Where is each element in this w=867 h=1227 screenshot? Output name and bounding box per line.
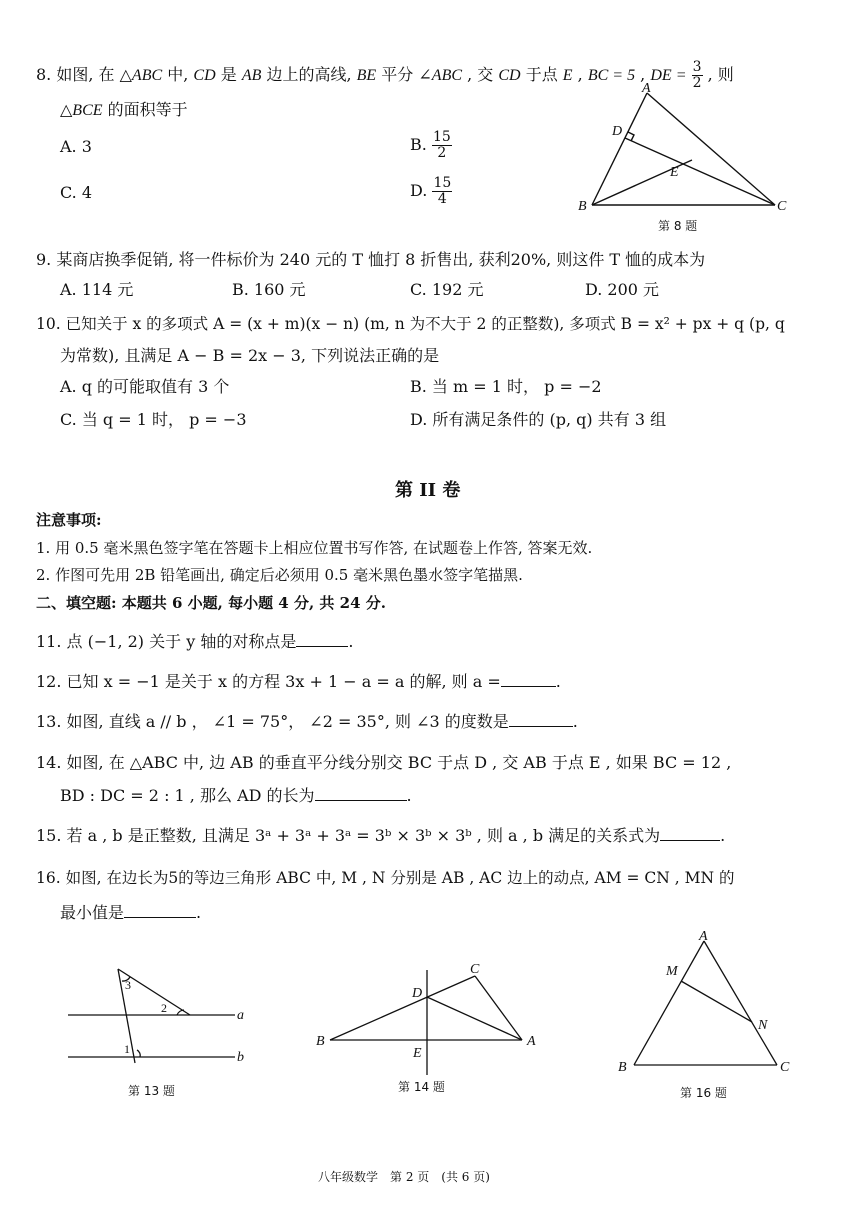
q8-de-eq: DE = <box>650 67 687 84</box>
q8-d-den: 4 <box>437 191 447 207</box>
q16-blank[interactable] <box>124 903 196 918</box>
fig13-line-a: a <box>237 1008 244 1023</box>
q12-blank[interactable] <box>501 672 556 687</box>
q13-end: . <box>572 712 578 731</box>
q8-option-b-fraction <box>432 130 452 161</box>
fig16-caption: 第 16 题 <box>680 1086 727 1100</box>
fig14-label-a: A <box>527 1034 536 1049</box>
q16-end: . <box>196 903 202 922</box>
q8-option-d-label: D. <box>410 181 428 200</box>
page-footer: 八年级数学 第 2 页 (共 6 页) <box>318 1170 490 1184</box>
q8-de-num: 3 <box>692 59 702 75</box>
q8-option-a: A. 3 <box>60 137 92 156</box>
q12-end: . <box>555 672 561 691</box>
fig16-label-m: M <box>666 964 678 979</box>
q13-blank[interactable] <box>509 712 573 727</box>
q12-text: 12. 已知 x = −1 是关于 x 的方程 3x + 1 − a = a 的解, 则 a = <box>36 672 501 691</box>
q8-bc-eq: BC = 5 <box>587 67 636 84</box>
q8-option-d-fraction <box>432 176 452 207</box>
q15-text: 15. 若 a , b 是正整数, 且满足 3ᵃ + 3ᵃ + 3ᵃ = 3ᵇ × 3ᵇ × 3ᵇ , 则 a , b 满足的关系式为 <box>36 826 661 845</box>
q9-text: 9. 某商店换季促销, 将一件标价为 240 元的 T 恤打 8 折售出, 获利20%, 则这件 T 恤的成本为 <box>36 250 706 269</box>
q8-option-c: C. 4 <box>60 183 93 202</box>
q8-text-g: 于点 <box>520 65 563 84</box>
q8-tri-abc: △ABC <box>119 67 163 84</box>
q8-ab: AB <box>241 67 262 84</box>
q11 <box>36 632 353 652</box>
q11-blank[interactable] <box>296 632 348 647</box>
figure-8 <box>570 80 800 240</box>
fig8-label-a: A <box>642 81 651 96</box>
q8-b-den: 2 <box>437 145 447 161</box>
q8-cd2: CD <box>498 67 521 84</box>
q10-option-b: B. 当 m = 1 时， p = −2 <box>410 377 602 396</box>
q8-e: E <box>562 67 573 84</box>
q8-de-den: 2 <box>692 75 702 91</box>
q15-blank[interactable] <box>660 826 720 841</box>
fig13-angle-3: 3 <box>125 978 131 992</box>
q8-text: 8. 如图, 在 <box>36 65 115 84</box>
q14-line2 <box>60 786 412 806</box>
q8-text-h: , <box>572 65 588 84</box>
part2-title: 第 II 卷 <box>395 480 461 501</box>
figure-14 <box>310 955 550 1105</box>
q16-text: 最小值是 <box>60 903 125 922</box>
q8-text-b: 中, <box>162 65 194 84</box>
q15-end: . <box>720 826 726 845</box>
fig14-label-d: D <box>412 986 423 1001</box>
q10-option-d: D. 所有满足条件的 (p, q) 共有 3 组 <box>410 410 667 429</box>
q14-line1: 14. 如图, 在 △ABC 中, 边 AB 的垂直平分线分别交 BC 于点 D , 交 AB 于点 E , 如果 BC = 12 , <box>36 753 732 772</box>
q8-option-b-label: B. <box>410 135 427 154</box>
q11-end: . <box>348 632 354 651</box>
figure-13 <box>60 955 260 1105</box>
q10-line2: 为常数), 且满足 A − B = 2x − 3, 下列说法正确的是 <box>60 346 440 365</box>
q13 <box>36 712 578 732</box>
q8-be: BE <box>356 67 377 84</box>
q8-text-j: , 则 <box>702 65 734 84</box>
fig8-label-d: D <box>612 124 623 139</box>
q16-line1: 16. 如图, 在边长为5的等边三角形 ABC 中, M , N 分别是 AB , AC 边上的动点, AM = CN , MN 的 <box>36 869 735 887</box>
q11-text: 11. 点 (−1, 2) 关于 y 轴的对称点是 <box>36 632 297 651</box>
fig8-label-c: C <box>777 199 787 214</box>
fig16-label-n: N <box>758 1018 768 1033</box>
q8-text-c: 是 <box>215 65 242 84</box>
q8-text-d: 边上的高线, <box>261 65 357 84</box>
q9-option-d: D. 200 元 <box>585 280 660 299</box>
q15 <box>36 826 725 846</box>
fig16-label-c: C <box>780 1060 790 1075</box>
fig13-caption: 第 13 题 <box>128 1084 175 1098</box>
fig16-label-b: B <box>618 1060 627 1075</box>
q13-text: 13. 如图, 直线 a // b ， ∠1 = 75°， ∠2 = 35°, 则 ∠3 的度数是 <box>36 712 509 731</box>
q8-text-i: , <box>635 65 651 84</box>
q8-d-num: 15 <box>433 175 452 191</box>
q14-blank[interactable] <box>315 786 407 801</box>
q9-option-b: B. 160 元 <box>232 280 306 299</box>
fig13-angle-1: 1 <box>124 1042 130 1056</box>
fig16-label-a: A <box>699 929 708 944</box>
q10-option-a: A. q 的可能取值有 3 个 <box>60 377 230 396</box>
fig14-label-e: E <box>413 1046 422 1061</box>
fig13-angle-2: 2 <box>161 1001 167 1015</box>
notice-title: 注意事项: <box>36 511 102 529</box>
q8-b-num: 15 <box>432 129 451 145</box>
q14-text: BD : DC = 2 : 1 , 那么 AD 的长为 <box>60 786 315 805</box>
fig14-label-b: B <box>316 1034 325 1049</box>
q8-angle-abc: ∠ABC <box>418 67 463 84</box>
fig14-caption: 第 14 题 <box>398 1080 445 1094</box>
notice-2: 2. 作图可先用 2B 铅笔画出, 确定后必须用 0.5 毫米黑色墨水签字笔描黑. <box>36 566 523 584</box>
fig13-line-b: b <box>237 1050 244 1065</box>
q8-option-d <box>410 176 452 207</box>
q10-option-c: C. 当 q = 1 时， p = −3 <box>60 410 247 429</box>
q8-line2-text: 的面积等于 <box>102 100 188 119</box>
q8-option-b <box>410 130 452 161</box>
q8-cd: CD <box>193 67 216 84</box>
fig8-label-e: E <box>670 165 679 180</box>
q9-option-c: C. 192 元 <box>410 280 484 299</box>
section-fill-blank: 二、填空题: 本题共 6 小题, 每小题 4 分, 共 24 分. <box>36 594 386 612</box>
q8-line2 <box>60 100 188 121</box>
q10-line1: 10. 已知关于 x 的多项式 A = (x + m)(x − n) (m, n 为不大于 2 的正整数), 多项式 B = x² + px + q (p, q <box>36 315 785 333</box>
q8-text-f: , 交 <box>462 65 499 84</box>
q8-text-e: 平分 <box>376 65 419 84</box>
q14-end: . <box>406 786 412 805</box>
q9-option-a: A. 114 元 <box>60 280 134 299</box>
figure-16 <box>610 925 810 1105</box>
fig8-caption: 第 8 题 <box>658 219 698 233</box>
q12 <box>36 672 561 692</box>
notice-1: 1. 用 0.5 毫米黑色签字笔在答题卡上相应位置书写作答, 在试题卷上作答, 答案无效. <box>36 539 593 557</box>
fig14-label-c: C <box>470 962 480 977</box>
q16-line2 <box>60 903 201 923</box>
fig8-label-b: B <box>578 199 587 214</box>
q8-tri-bce: △BCE <box>60 102 103 119</box>
